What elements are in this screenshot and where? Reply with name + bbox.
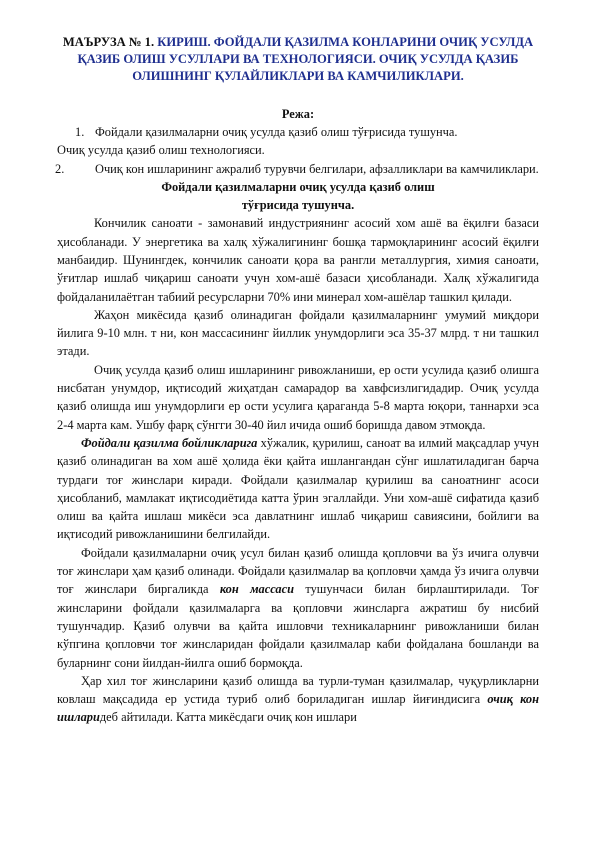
lecture-title <box>57 34 539 86</box>
paragraph-6-text-a: Ҳар хил тоғ жинсларини қазиб олишда ва турли-туман қазилмалар, чуқурликларни ковлаш мақсадида ер устида туриб олиб бориладиган ишлар йиғиндисига <box>57 673 539 707</box>
paragraph-5 <box>57 544 539 672</box>
term-mineral-resources: Фойдали қазилма бойликларига <box>81 435 258 450</box>
paragraph-4 <box>57 434 539 544</box>
section-heading <box>57 178 539 215</box>
plan-item-2 <box>57 160 539 178</box>
term-open-pit-mining: очиқ кон ишлари <box>57 692 540 725</box>
lecture-topic: КИРИШ. ФОЙДАЛИ ҚАЗИЛМА КОНЛАРИНИ ОЧИҚ УСУЛДА ҚАЗИБ ОЛИШ УСУЛЛАРИ ВА ТЕХНОЛОГИЯСИ. ОЧИҚ УСУЛДА ҚАЗИБ ОЛИШНИНГ ҚУЛАЙЛИКЛАРИ ВА КАМЧИЛИКЛАРИ. <box>77 35 534 84</box>
plan-item-2-number: 2. <box>55 161 65 176</box>
section-heading-line-1: Фойдали қазилмаларни очиқ усулда қазиб олиш <box>161 179 435 194</box>
paragraph-5-text-b: тушунчаси билан бирлаштирилади. Тоғ жинсларини фойдали қазилмаларга ва қопловчи жинсларга ажратиш бу нисбий тушунчадир. Қазиб олувчи ва қайта ишловчи техникаларнинг ривожланиши билан кўпгина қопловчи тоғ жинсларидан фойдали қазилмалар каби фойдалана бошланди ва буларнинг сони йилдан-йилга ошиб бормоқда. <box>57 582 539 670</box>
paragraph-4-text: хўжалик, қурилиш, саноат ва илмий мақсадлар учун қазиб олинадиган ва хом ашё ҳолида ёки қайта ишлангандан сўнг ишлатиладиган барча турдаги тоғ жинслари киради. Фойдали қазилмалар қурилиш ва саноатнинг асоси ҳисобланиб, мамлакат иқтисодиётида катта ўрин эгаллайди. Уни хом-ашё сифатида қазиб олиш ва қайта ишлаш микёси эса давлатнинг ишлаб чиқариш савиясини, бойлиги ва иқтисодий ривожланишини белгилайди. <box>57 435 539 542</box>
paragraph-1: Кончилик саноати - замонавий индустриянинг асосий хом ашё ва ёқилғи базаси ҳисобланади. У энергетика ва халқ хўжалигининг бошқа тармоқларининг асосий ёқилғи манбаидир. Шунингдек, кончилик саноати қора ва рангли металлургия, химия саноати, ўғитлар ишлаб чиқариш саноати учун хом-ашё базаси ҳисобланади. Халқ хўжалигида фойдаланилаётган табиий ресурсларни 70% ини минерал хом-ашёлар ташкил қилади. <box>57 216 539 304</box>
paragraph-3: Очиқ усулда қазиб олиш ишларининг ривожланиши, ер ости усулида қазиб олишга нисбатан унумдор, иқтисодий жиҳатдан самарадор ва хавфсизлигидадир. Очиқ усулда қазиб олишда иш унумдорлиги ер ости усулига қараганда 5-8 марта юқори, таннархи эса 2-4 марта кам. Ушбу фарқ сўнгги 30-40 йил ичида ошиб боришда давом этмоқда. <box>57 362 539 432</box>
paragraph-6 <box>57 672 539 727</box>
plan-item-1-number: 1. <box>75 124 85 139</box>
section-heading-line-2: тўғрисида тушунча. <box>241 198 355 213</box>
plan-heading: Режа: <box>281 106 315 121</box>
paragraph-2: Жаҳон микёсида қазиб олинадиган фойдали қазилмаларнинг умумий миқдори йилига 9-10 млн. т ни, кон массасининг йиллик унумдорлиги эса 35-37 млрд. т ни ташкил этади. <box>57 307 539 359</box>
paragraph-6-text-b: деб айтилади. Катта микёсдаги очиқ кон ишлари <box>99 710 357 725</box>
plan-item-1 <box>57 123 539 141</box>
plan-item-1-continuation: Очиқ усулда қазиб олиш технологияси. <box>57 143 265 158</box>
paragraph-5-text-a: Фойдали қазилмаларни очиқ усул билан қазиб олишда қопловчи ва ўз ичига олувчи тоғ жинслари ҳам қазиб олинади. Фойдали қазилмалар ва қопловчи ҳамда ўз ичига олувчи тоғ жинслари биргаликда <box>57 545 539 597</box>
plan-item-1-text: Фойдали қазилмаларни очиқ усулда қазиб олиш тўғрисида тушунча. <box>95 124 458 139</box>
term-rock-mass: кон массаси <box>219 582 295 597</box>
lecture-number: МАЪРУЗА № 1. <box>62 35 155 49</box>
plan-item-2-text: Очиқ кон ишларининг ажралиб турувчи белгилари, афзалликлари ва камчиликлари. <box>95 161 539 176</box>
